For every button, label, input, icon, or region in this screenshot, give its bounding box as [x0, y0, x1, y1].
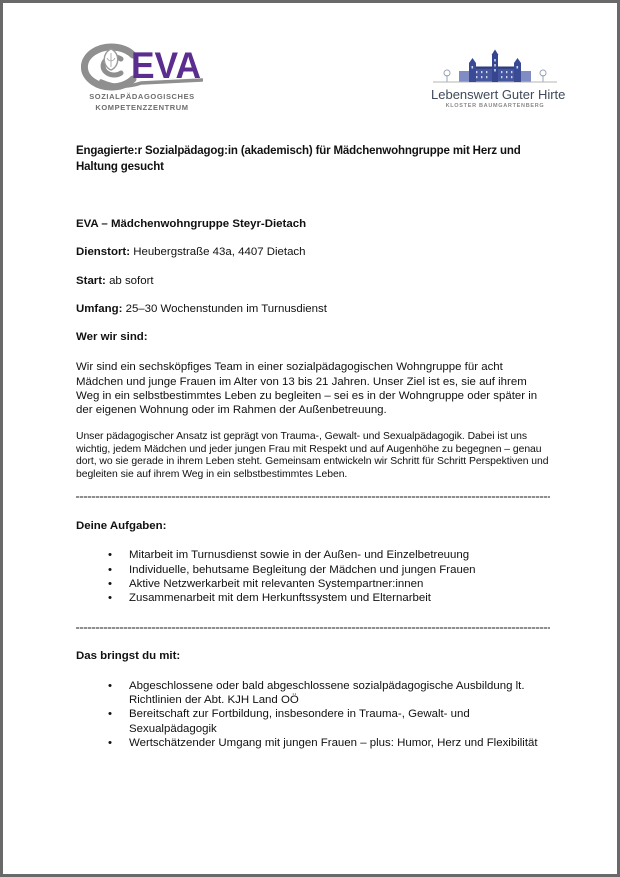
requirement-list-item: • Abgeschlossene oder bald abgeschlossene sozialpädagogische Ausbildung lt. Richtlinien der Abt. KJH Land OÖ [129, 679, 550, 708]
lily-icon [104, 49, 118, 70]
eva-swirl-icon [81, 43, 203, 91]
about-paragraph-2: Unser pädagogischer Ansatz ist geprägt von Trauma-, Gewalt- und Sexualpädagogik. Dabei ist uns wichtig, jedem Mädchen und jeder jungen Frau mit Respekt und auf Augenhöhe zu begegnen – genau dort, wo sie gerade in ihrem Leben steht. Gemeinsam entwickeln wir Schritt für Schritt Perspektiven und begleiten sie auf ihrem Weg in ein selbstbestimmtes Leben. [76, 430, 549, 481]
section-heading-tasks: Deine Aufgaben: [76, 520, 167, 533]
document-body [76, 144, 550, 750]
job-meta-line: Dienstort: Heubergstraße 43a, 4407 Dietach [76, 246, 306, 259]
job-meta-line: Umfang: 25–30 Wochenstunden im Turnusdienst [76, 302, 327, 315]
task-list-item: • Zusammenarbeit mit dem Herkunftssystem und Elternarbeit [129, 591, 550, 605]
requirement-list-item: • Bereitschaft zur Fortbildung, insbesondere in Trauma-, Gewalt- und Sexualpädagogik [129, 707, 550, 736]
tasks-list [76, 548, 550, 605]
team-line: EVA – Mädchenwohngruppe Steyr-Dietach [76, 218, 307, 230]
eva-logo [81, 43, 203, 113]
eva-logo-caption-line2: KOMPETENZZENTRUM [95, 103, 189, 112]
guter-hirte-logo [431, 49, 566, 109]
job-meta-fields [76, 245, 550, 316]
job-meta-line: Start: ab sofort [76, 274, 154, 287]
task-list-item: • Aktive Netzwerkarbeit mit relevanten Systempartner:innen [129, 577, 550, 591]
job-title: Engagierte:r Sozialpädagog:in (akademisch) für Mädchenwohngruppe mit Herz und Haltung gesucht [76, 145, 521, 173]
requirements-list [76, 679, 550, 750]
eva-logo-text: EVA [131, 45, 201, 86]
task-list-item: • Individuelle, behutsame Begleitung der Mädchen und jungen Frauen [129, 563, 550, 577]
hirte-logo-title: Lebenswert Guter Hirte [431, 87, 566, 102]
eva-logo-caption-line1: SOZIALPÄDAGOGISCHES [89, 92, 195, 101]
requirement-list-item: • Wertschätzender Umgang mit jungen Frauen – plus: Humor, Herz und Flexibilität [129, 736, 550, 750]
section-divider [76, 627, 550, 629]
section-heading-requirements: Das bringst du mit: [76, 649, 181, 662]
monastery-building-icon [431, 49, 559, 85]
section-divider [76, 496, 550, 498]
about-paragraph-1: Wir sind ein sechsköpfiges Team in einer sozialpädagogischen Wohngruppe für acht Mädchen und junge Frauen im Alter von 13 bis 21 Jahren. Unser Ziel ist es, sie auf ihrem Weg in ein selbstbestimmtes Leben zu begleiten – sei es in der Wohngruppe oder später in der eigenen Wohnung oder im Rahmen der Außenbetreuung. [76, 361, 538, 417]
section-heading-about: Wer wir sind: [76, 331, 148, 344]
hirte-logo-subtitle: KLOSTER BAUMGARTENBERG [445, 103, 545, 109]
task-list-item: • Mitarbeit im Turnusdienst sowie in der Außen- und Einzelbetreuung [129, 548, 550, 562]
